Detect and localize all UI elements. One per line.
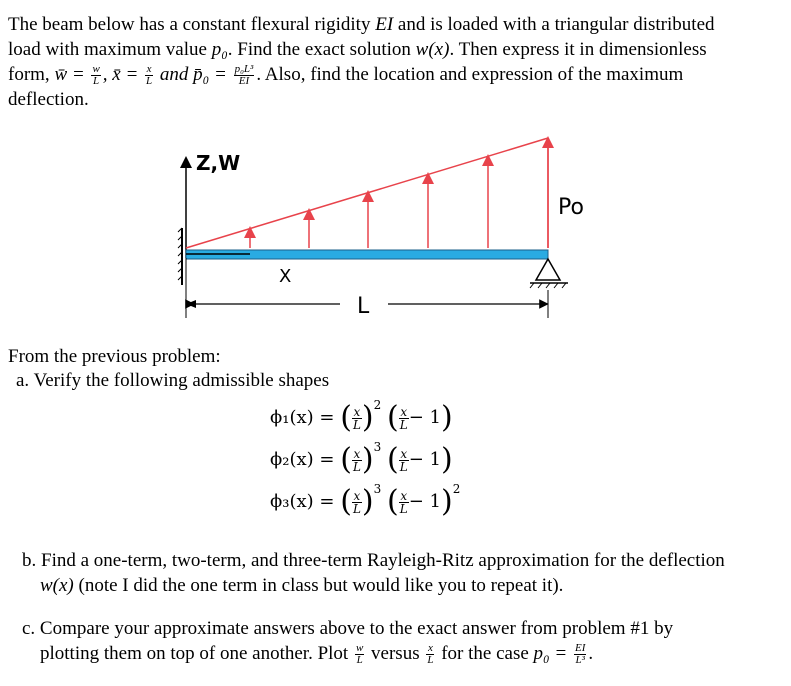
part-intro: From the previous problem: <box>8 346 221 367</box>
shape-phi1: ϕ₁(x) = ( $\frac{x}{L}$ )$^2$ ( $\frac{x}{L}$ − 1) <box>270 398 453 435</box>
problem-line-2: load with maximum value p₀. Find the exact solution w(x). Then express it in dimensionless <box>8 39 707 60</box>
fixed-support <box>178 228 182 285</box>
w-over-l-fraction: $\frac{w}{L}$ <box>92 63 100 88</box>
part-a-heading: a. Verify the following admissible shapes <box>16 370 330 391</box>
pin-support <box>530 259 568 288</box>
part-b: b. Find a one-term, two-term, and three-term Rayleigh-Ritz approximation for the deflection w(x) (note I did the one term in class but would like you to repeat it). <box>22 550 725 596</box>
length-label: L <box>357 294 370 319</box>
w-over-l-plot-fraction: $\frac{w}{L}$ <box>355 642 364 667</box>
x-position-label: X <box>279 266 292 287</box>
triangular-load <box>186 138 548 248</box>
x-over-l-fraction: $\frac{x}{L}$ <box>146 63 153 88</box>
p0-fraction: $\frac{\text{p₀L³}}{EI}$ <box>234 63 254 88</box>
problem-line-3: form, w̄ = $\frac{w}{L}$ , x̄ = $\frac{x}{L}$ and p̄₀ = $\frac{\text{p₀L³}}{EI}$ . Also, find the location and expression of the maximum <box>8 63 684 88</box>
beam-diagram <box>0 0 791 330</box>
problem-line-4: deflection. <box>8 89 89 111</box>
x-over-l-plot-fraction: $\frac{x}{L}$ <box>427 642 434 667</box>
z-w-axis-label: Z,W <box>196 151 241 175</box>
problem-line-1: The beam below has a constant flexural rigidity EI and is loaded with a triangular distributed <box>8 14 715 35</box>
load-hypotenuse <box>186 138 548 248</box>
part-c: c. Compare your approximate answers above to the exact answer from problem #1 by plotting them on top of one another. Plot $\frac{w}{L}$ versus $\frac{x}{L}$ for the case p₀ = $\frac{EI}{\text{L³}}$ . <box>22 618 674 667</box>
p0-load-label: Po <box>558 195 584 220</box>
shape-phi2: ϕ₂(x) = ( $\frac{x}{L}$ )$^3$ ( $\frac{x}{L}$ − 1) <box>270 440 453 477</box>
shape-phi3: ϕ₃(x) = ( $\frac{x}{L}$ )$^3$ ( $\frac{x}{L}$ − 1)$^2$ <box>270 482 461 519</box>
ei-over-l3-fraction: $\frac{EI}{\text{L³}}$ <box>574 642 586 667</box>
